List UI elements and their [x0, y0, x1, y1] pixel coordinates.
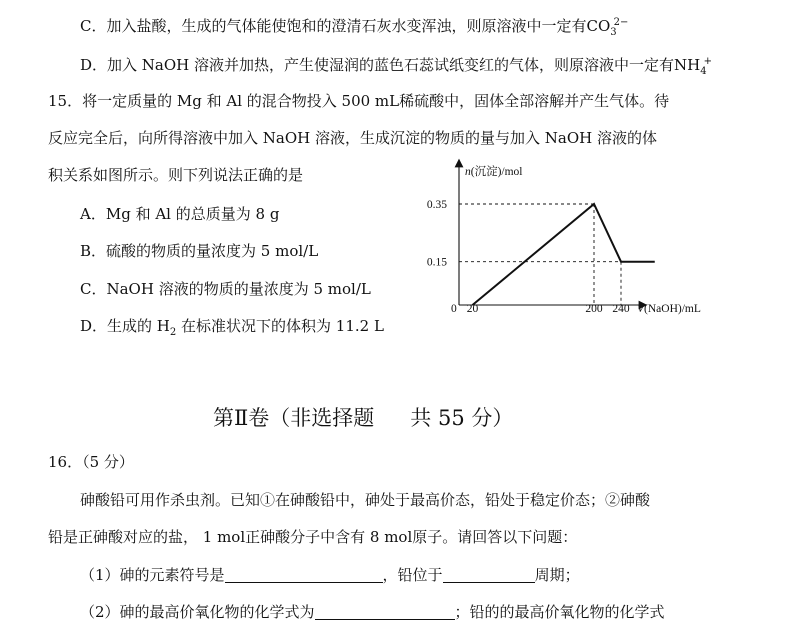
precipitate-chart	[415, 155, 735, 325]
x-tick-label: 200	[585, 303, 603, 315]
formula-subscript: 3	[610, 27, 617, 38]
sub1-text-b: ，铅位于	[382, 566, 443, 584]
formula-subscript: 2	[169, 327, 177, 338]
q15-stem-line-2: 反应完全后，向所得溶液中加入 NaOH 溶液，生成沉淀的物质的量与加入 NaOH 溶液的体	[48, 129, 657, 147]
sub2-text-b: ；铅的的最高价氧化物的化学式	[454, 603, 665, 621]
q14-option-d	[80, 52, 712, 82]
stem-text: 将一定质量的 Mg 和 Al 的混合物投入 500 mL稀硫酸中，固体全部溶解并产生气体。待	[82, 92, 670, 110]
formula-subscript: 4	[700, 66, 707, 77]
section-title-main: 第Ⅱ卷（非选择题	[213, 406, 375, 430]
q15-option-b	[80, 241, 318, 261]
q16-sub1	[80, 565, 580, 585]
option-letter: B．	[80, 242, 107, 260]
origin-label: 0	[451, 303, 457, 315]
y-tick-label: 0.35	[426, 199, 447, 211]
answer-blank-period[interactable]	[443, 566, 535, 583]
option-text: Mg 和 Al 的总质量为 8 g	[105, 205, 280, 223]
q15-option-a	[80, 204, 279, 224]
option-letter: D．	[80, 317, 108, 335]
x-axis-label-var: V	[637, 303, 645, 315]
section-title	[213, 402, 513, 432]
q16-sub2	[80, 602, 665, 622]
formula: NH	[674, 56, 701, 74]
q15-option-d	[80, 316, 384, 343]
formula-superscript: +	[703, 56, 713, 67]
y-axis-label-var: n	[465, 166, 471, 178]
answer-blank-element-symbol[interactable]	[225, 566, 383, 583]
option-text-after: 在标准状况下的体积为 11.2 L	[176, 317, 384, 335]
x-axis-label	[637, 303, 701, 315]
q16-header	[48, 452, 134, 472]
q15-stem-line-3: 积关系如图所示。则下列说法正确的是	[48, 166, 304, 184]
y-axis-label	[465, 164, 523, 178]
option-text: 硫酸的物质的量浓度为 5 mol/L	[106, 242, 319, 260]
q15-stem-line-1	[48, 91, 669, 111]
sub2-text-a: （2）砷的最高价氧化物的化学式为	[80, 603, 315, 621]
option-letter: C．	[80, 280, 107, 298]
section-title-score: 共 55 分）	[410, 406, 514, 430]
sub1-text-a: （1）砷的元素符号是	[80, 566, 225, 584]
y-tick-label: 0.15	[426, 256, 447, 269]
y-axis-label-unit: (沉淀)/mol	[470, 166, 523, 178]
series-line	[473, 204, 655, 305]
guide-lines	[459, 204, 621, 305]
x-axis-label-unit: (NaOH)/mL	[644, 303, 701, 315]
formula: CO	[586, 17, 611, 35]
question-number: 15．	[48, 92, 83, 110]
sub1-text-c: 周期；	[534, 566, 580, 584]
q16-para-line-2: 铅是正砷酸对应的盐， 1 mol正砷酸分子中含有 8 mol原子。请回答以下问题：	[48, 528, 578, 546]
option-letter: A．	[80, 205, 106, 223]
question-points: （5 分）	[82, 453, 134, 471]
q16-para-line-1: 砷酸铅可用作杀虫剂。已知①在砷酸铅中，砷处于最高价态，铅处于稳定价态；②砷酸	[80, 491, 651, 509]
x-tick-label: 20	[466, 303, 479, 315]
option-letter: D．	[80, 56, 108, 74]
x-tick-label: 240	[612, 303, 630, 315]
option-text: 加入 NaOH 溶液并加热，产生使湿润的蓝色石蕊试纸变红的气体，则原溶液中一定有	[107, 56, 675, 74]
option-text: NaOH 溶液的物质的量浓度为 5 mol/L	[106, 280, 371, 298]
answer-blank-oxide-formula[interactable]	[315, 603, 455, 620]
q15-option-c	[80, 279, 371, 299]
option-text: 生成的 H	[107, 317, 170, 335]
option-text: 加入盐酸，生成的气体能使饱和的澄清石灰水变浑浊，则原溶液中一定有	[106, 17, 587, 35]
formula-superscript: 2−	[613, 17, 629, 28]
option-letter: C．	[80, 17, 107, 35]
question-number: 16．	[48, 453, 83, 471]
q14-option-c	[80, 13, 628, 43]
